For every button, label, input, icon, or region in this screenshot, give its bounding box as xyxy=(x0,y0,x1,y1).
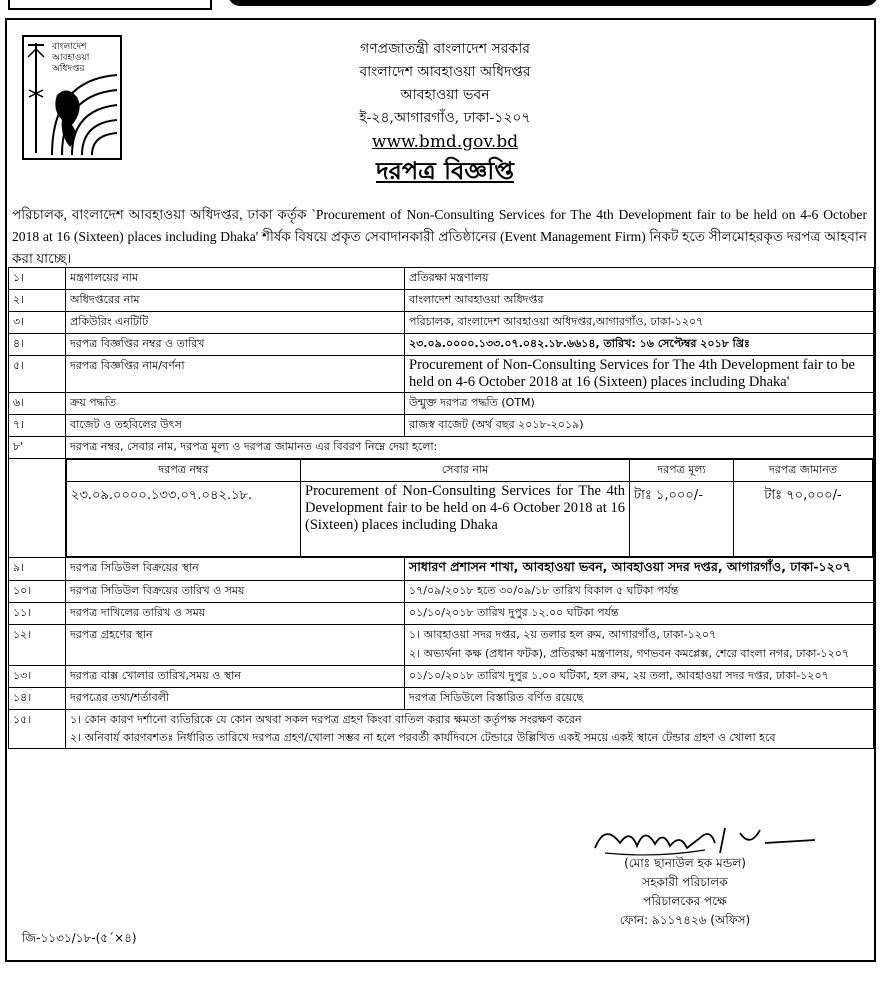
row-value: দরপত্র সিডিউলে বিস্তারিত বর্ণিত রয়েছে xyxy=(405,688,874,710)
row-label: দরপত্রের তথ্য/শর্তাবলী xyxy=(66,688,405,710)
tender-price: টাঃ ১,০০০/- xyxy=(630,482,734,557)
row-value: সাধারণ প্রশাসন শাখা, আবহাওয়া ভবন, আবহাওয়া সদর দপ্তর, আগারগাঁও, ঢাকা-১২০৭ xyxy=(405,558,874,581)
receipt-place-2: ২। অভ্যর্থনা কক্ষ (প্রধান ফটক), প্রতিরক্ষা মন্ত্রণালয়, গণভবন কমপ্লেক্স, শেরে বাংলা নগর, ঢাকা-১২০৭ xyxy=(409,647,850,660)
svg-text:অধিদপ্তর: অধিদপ্তর xyxy=(52,64,85,74)
row-value xyxy=(405,625,874,666)
subtable-header-cell: দরপত্র জামানত xyxy=(734,460,873,482)
row-value: বাংলাদেশ আবহাওয়া অধিদপ্তর xyxy=(405,290,874,312)
row-label: দরপত্র দাখিলের তারিখ ও সময় xyxy=(66,603,405,625)
conditions-cell xyxy=(66,710,874,749)
row-label: দরপত্র বাক্স খোলার তারিখ,সময় ও স্থান xyxy=(66,666,405,688)
subtable-row xyxy=(67,482,873,557)
signatory-phone: ফোন: ৯১১৭৪২৬ (অফিস) xyxy=(619,913,751,927)
row-number: ২। xyxy=(9,290,66,312)
row-number: ১২। xyxy=(9,625,66,666)
row-value: ১৭/০৯/২০১৮ হতে ৩০/০৯/১৮ তারিখ বিকাল ৫ ঘটিকা পর্যন্ত xyxy=(405,581,874,603)
table-row xyxy=(9,710,874,749)
publication-code: জি-১১৩১/১৮-(৫´×৪) xyxy=(22,931,137,945)
condition-2: ২। অনিবার্য কারণবশতঃ নির্ধারিত তারিখে দরপত্র গ্রহণ/খোলা সম্ভব না হলে পরবর্তী কার্যদিবসে টেন্ডারে উল্লিখিত একই সময়ে একই স্থানে টেন্ডার গ্রহণ ও খোলা হবে xyxy=(70,731,776,744)
row-label: মন্ত্রণালয়ের নাম xyxy=(66,268,405,290)
header-address: ই-২৪,আগারগাঁও, ঢাকা-১২০৭ xyxy=(359,110,531,126)
table-row xyxy=(9,290,874,312)
row-value: রাজস্ব বাজেট (অর্থ বছর ২০১৮-২০১৯) xyxy=(405,415,874,437)
row-number: ৯। xyxy=(9,558,66,581)
receipt-place-1: ১। আবহাওয়া সদর দপ্তর, ২য় তলার হল রুম, আগারগাঁও, ঢাকা-১২০৭ xyxy=(409,628,717,641)
table-row xyxy=(9,688,874,710)
row-number-empty xyxy=(9,459,66,558)
row-value: পরিচালক, বাংলাদেশ আবহাওয়া অধিদপ্তর,আগারগাঁও, ঢাকা-১২০৭ xyxy=(405,312,874,334)
signature-block xyxy=(560,820,810,930)
row-number: ১৩। xyxy=(9,666,66,688)
table-row xyxy=(9,558,874,581)
header-building: আবহাওয়া ভবন xyxy=(400,87,490,103)
row-number: ১৪। xyxy=(9,688,66,710)
row-number: ৪। xyxy=(9,334,66,356)
table-row xyxy=(9,268,874,290)
bmd-logo xyxy=(22,35,122,160)
row-label: দরপত্র বিজ্ঞপ্তির নম্বর ও তারিখ xyxy=(66,334,405,356)
header-govt: গণপ্রজাতন্ত্রী বাংলাদেশ সরকার xyxy=(360,41,530,57)
top-right-bar xyxy=(228,0,878,6)
subtable-header-cell: সেবার নাম xyxy=(301,460,630,482)
subtable-header-cell: দরপত্র মূল্য xyxy=(630,460,734,482)
row-label: দরপত্র সিডিউল বিক্রয়ের তারিখ ও সময় xyxy=(66,581,405,603)
row-label: দরপত্র গ্রহণের স্থান xyxy=(66,625,405,666)
notice-title: দরপত্র বিজ্ঞপ্তি xyxy=(376,156,514,185)
row-number: ৬। xyxy=(9,393,66,415)
table-row xyxy=(9,581,874,603)
row-value: উন্মুক্ত দরপত্র পদ্ধতি (OTM) xyxy=(405,393,874,415)
tender-security: টাঃ ৭০,০০০/- xyxy=(734,482,873,557)
table-row xyxy=(9,666,874,688)
signatory-behalf: পরিচালকের পক্ষে xyxy=(643,894,727,908)
tender-details-table xyxy=(8,267,874,749)
row-label: অধিদপ্তরের নাম xyxy=(66,290,405,312)
table-row xyxy=(9,312,874,334)
table-row xyxy=(9,393,874,415)
row-number: ১০। xyxy=(9,581,66,603)
table-row xyxy=(9,334,874,356)
row-label: বাজেট ও তহবিলের উৎস xyxy=(66,415,405,437)
table-row xyxy=(9,603,874,625)
header-website[interactable]: www.bmd.gov.bd xyxy=(371,132,519,152)
top-bar xyxy=(0,0,891,14)
row-value: ০১/১০/২০১৮ তারিখ দুপুর ১২.০০ ঘটিকা পর্যন্ত xyxy=(405,603,874,625)
row-value: Procurement of Non-Consulting Services for The 4th Development fair to be held on 4-6 October 2018 at 16 (Sixteen) places including Dhaka' xyxy=(405,356,874,393)
row-value: ২৩.০৯.০০০০.১৩৩.০৭.০৪২.১৮.৬৬১৪, তারিখ: ১৬ সেপ্টেম্বর ২০১৮ খ্রিঃ xyxy=(405,334,874,356)
service-name: Procurement of Non-Consulting Services for The 4th Development fair to be held on 4-6 October 2018 at 16 (Sixteen) places including Dhaka xyxy=(301,482,630,557)
row-number: ৮' xyxy=(9,437,66,459)
table-row xyxy=(9,625,874,666)
table-row xyxy=(9,356,874,393)
row-number: ৭। xyxy=(9,415,66,437)
condition-1: ১। কোন কারণ দর্শানো ব্যতিরিকে যে কোন অথবা সকল দরপত্র গ্রহণ কিংবা বাতিল করার ক্ষমতা কর্তৃপক্ষ সংরক্ষণ করেন xyxy=(70,713,582,726)
row-value: প্রতিরক্ষা মন্ত্রণালয় xyxy=(405,268,874,290)
row-number: ১১। xyxy=(9,603,66,625)
intro-paragraph: পরিচালক, বাংলাদেশ আবহাওয়া অধিদপ্তর, ঢাকা কর্তৃক `Procurement of Non-Consulting Services for The 4th Development fair to be held on 4-6 October 2018 at 16 (Sixteen) places including Dhaka' শীর্ষক বিষয়ে প্রকৃত সেবাদানকারী প্রতিষ্ঠানের (Event Management Firm) নিকট হতে সীলমোহরকৃত দরপত্র আহবান করা যাচ্ছে। xyxy=(12,207,867,266)
svg-text:আবহাওয়া: আবহাওয়া xyxy=(52,53,90,63)
row-number: ১৫। xyxy=(9,710,66,749)
signatory-name: (মোঃ ছানাউল হক মন্ডল) xyxy=(624,856,746,870)
tender-subtable xyxy=(66,459,873,557)
table-row xyxy=(9,437,874,459)
row-value: ০১/১০/২০১৮ তারিখ দুপুর ১.০০ ঘটিকা, হল রুম, ২য় তলা, আবহাওয়া সদর দপ্তর, ঢাকা-১২০৭ xyxy=(405,666,874,688)
top-left-box xyxy=(8,0,212,10)
row-number: ৩। xyxy=(9,312,66,334)
row-number: ১। xyxy=(9,268,66,290)
row-label: দরপত্র সিডিউল বিক্রয়ের স্থান xyxy=(66,558,405,581)
notice-header xyxy=(220,38,670,186)
row-label: দরপত্র বিজ্ঞপ্তির নাম/বর্ণনা xyxy=(66,356,405,393)
tender-number: ২৩.০৯.০০০০.১৩৩.০৭.০৪২.১৮. xyxy=(67,482,301,557)
row-label: দরপত্র নম্বর, সেবার নাম, দরপত্র মূল্য ও দরপত্র জামানত এর বিবরণ নিম্নে দেয়া হলো: xyxy=(66,437,874,459)
table-row xyxy=(9,459,874,558)
row-number: ৫। xyxy=(9,356,66,393)
table-row xyxy=(9,415,874,437)
row-label: প্রকিউরিং এনটিটি xyxy=(66,312,405,334)
svg-text:বাংলাদেশ: বাংলাদেশ xyxy=(52,42,87,52)
signatory-designation: সহকারী পরিচালক xyxy=(642,875,728,889)
subtable-header-cell: দরপত্র নম্বর xyxy=(67,460,301,482)
tender-subtable-cell xyxy=(66,459,874,558)
subtable-header xyxy=(67,460,873,482)
header-department: বাংলাদেশ আবহাওয়া অধিদপ্তর xyxy=(359,64,531,80)
row-label: ক্রয় পদ্ধতি xyxy=(66,393,405,415)
